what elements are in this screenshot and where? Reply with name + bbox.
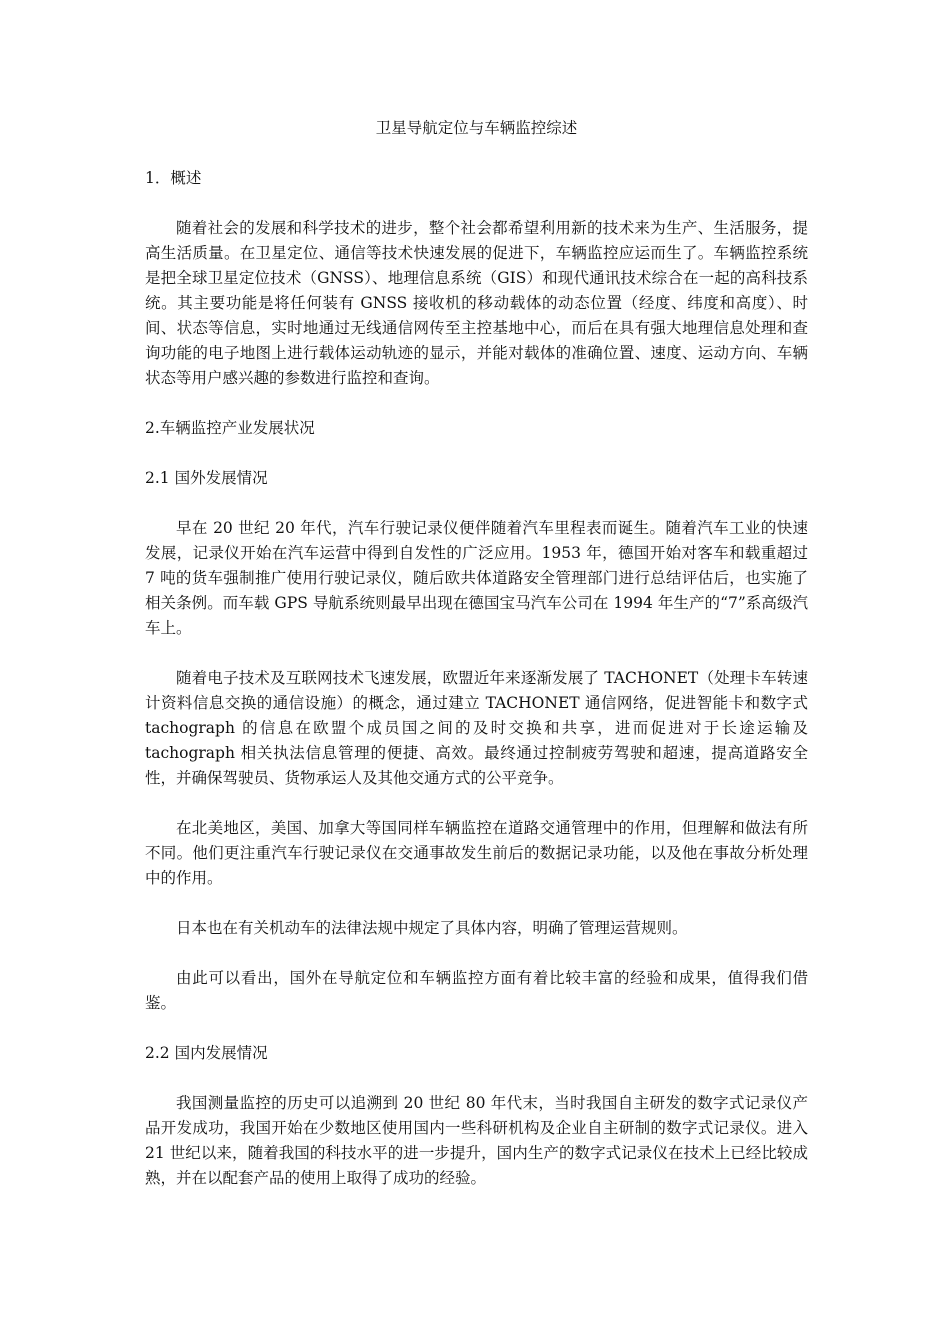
document-body bbox=[145, 116, 808, 1216]
section-heading-domestic: 2.2 国内发展情况 bbox=[145, 1044, 268, 1062]
section-heading-abroad: 2.1 国外发展情况 bbox=[145, 469, 268, 487]
paragraph: 早在 20 世纪 20 年代，汽车行驶记录仪便伴随着汽车里程表而诞生。随着汽车工业的快速发展，记录仪开始在汽车运营中得到自发性的广泛应用。1953 年，德国开始对客车和载重超过 7 吨的货车强制推广使用行驶记录仪，随后欧共体道路安全管理部门进行总结评估后，也实施了相关条例。而车载 GPS 导航系统则最早出现在德国宝马汽车公司在 1994 年生产的“7”系高级汽车上。 bbox=[145, 519, 808, 637]
section-heading-industry: 2.车辆监控产业发展状况 bbox=[145, 419, 315, 437]
paragraph: 我国测量监控的历史可以追溯到 20 世纪 80 年代末，当时我国自主研发的数字式记录仪产品开发成功，我国开始在少数地区使用国内一些科研机构及企业自主研制的数字式记录仪。进入 21 世纪以来，随着我国的科技水平的进一步提升，国内生产的数字式记录仪在技术上已经比较成熟，并在以配套产品的使用上取得了成功的经验。 bbox=[145, 1094, 808, 1187]
paragraph: 日本也在有关机动车的法律法规中规定了具体内容，明确了管理运营规则。 bbox=[176, 919, 688, 937]
document-title: 卫星导航定位与车辆监控综述 bbox=[375, 119, 578, 137]
section-heading-overview: 1．概述 bbox=[145, 169, 202, 187]
paragraph: 由此可以看出，国外在导航定位和车辆监控方面有着比较丰富的经验和成果，值得我们借鉴。 bbox=[145, 969, 808, 1012]
paragraph: 随着社会的发展和科学技术的进步，整个社会都希望利用新的技术来为生产、生活服务，提高生活质量。在卫星定位、通信等技术快速发展的促进下，车辆监控应运而生了。车辆监控系统是把全球卫星定位技术（GNSS）、地理信息系统（GIS）和现代通讯技术综合在一起的高科技系统。其主要功能是将任何装有 GNSS 接收机的移动载体的动态位置（经度、纬度和高度）、时间、状态等信息，实时地通过无线通信网传至主控基地中心，而后在具有强大地理信息处理和查询功能的电子地图上进行载体运动轨迹的显示，并能对载体的准确位置、速度、运动方向、车辆状态等用户感兴趣的参数进行监控和查询。 bbox=[145, 219, 808, 387]
paragraph: 在北美地区，美国、加拿大等国同样车辆监控在道路交通管理中的作用，但理解和做法有所不同。他们更注重汽车行驶记录仪在交通事故发生前后的数据记录功能，以及他在事故分析处理中的作用。 bbox=[145, 819, 808, 887]
paragraph: 随着电子技术及互联网技术飞速发展，欧盟近年来逐渐发展了 TACHONET（处理卡车转速计资料信息交换的通信设施）的概念，通过建立 TACHONET 通信网络，促进智能卡和数字式 tachograph 的信息在欧盟个成员国之间的及时交换和共享，进而促进对于长途运输及 tachograph 相关执法信息管理的便捷、高效。最终通过控制疲劳驾驶和超速，提高道路安全性，并确保驾驶员、货物承运人及其他交通方式的公平竞争。 bbox=[145, 669, 808, 787]
